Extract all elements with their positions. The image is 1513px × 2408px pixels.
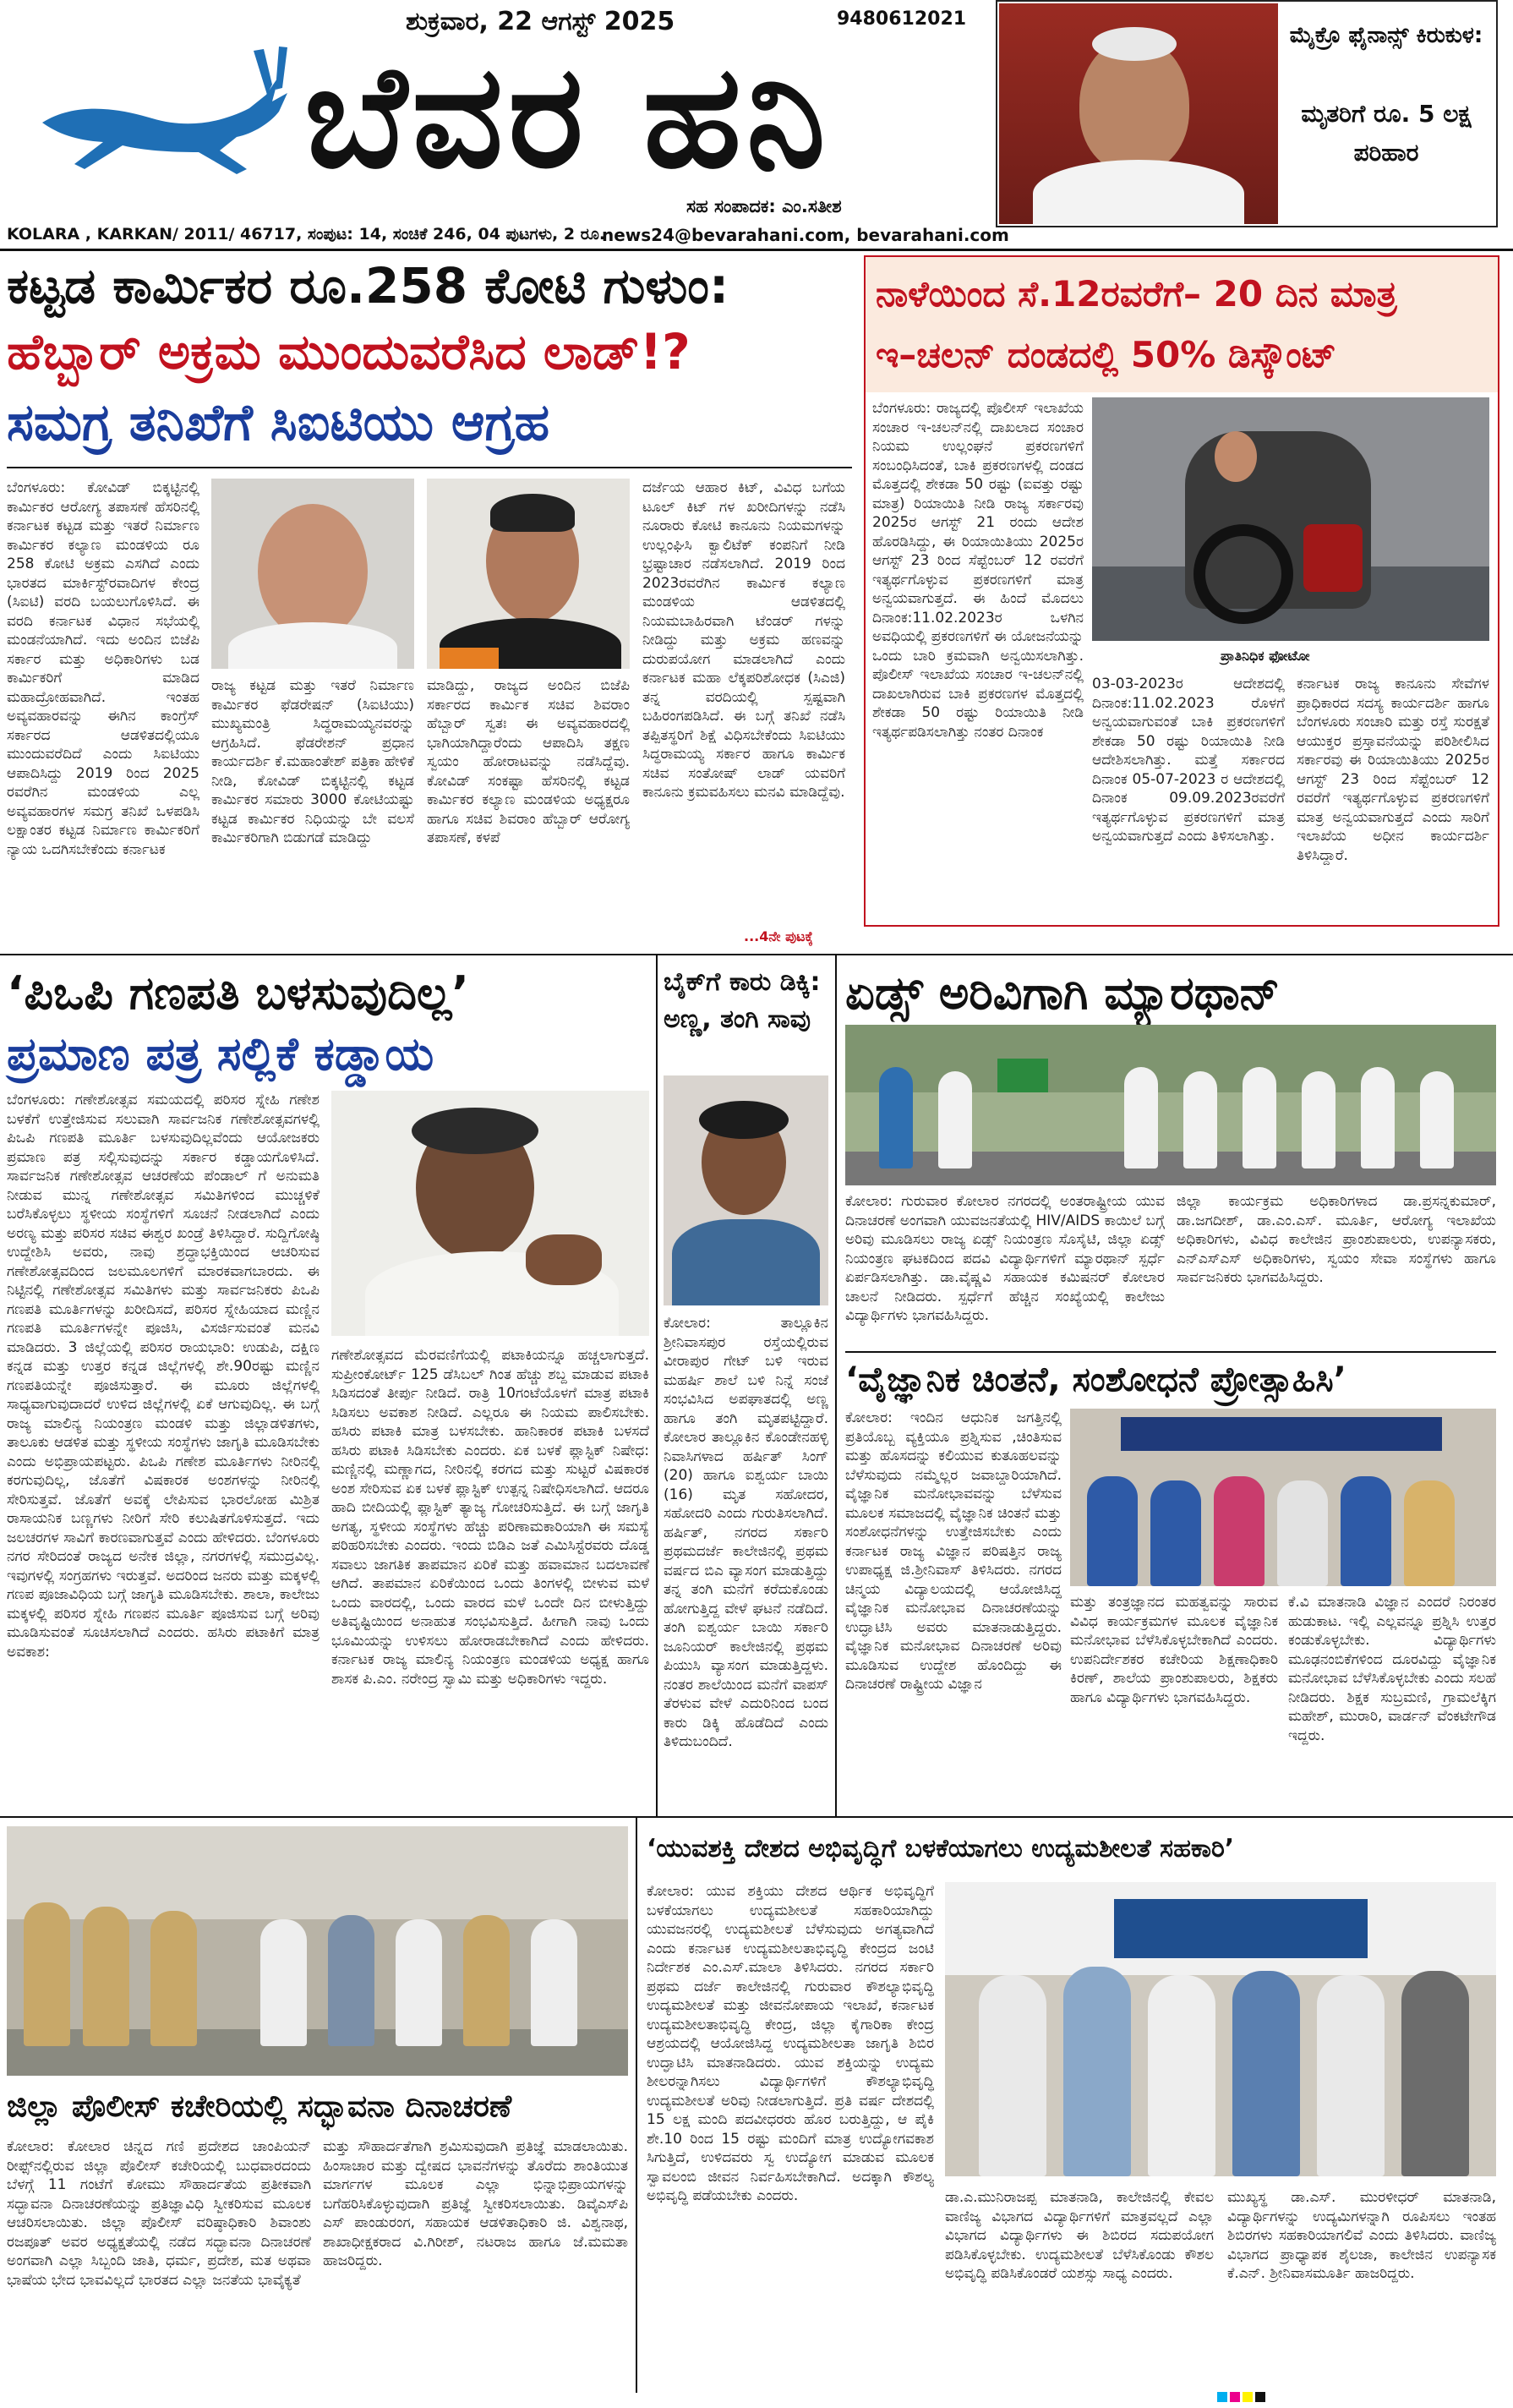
echallan-headline-2: ಇ–ಚಲನ್ ದಂಡದಲ್ಲಿ 50% ಡಿಸ್ಕೌಂಟ್ — [876, 334, 1337, 375]
phone-number: 9480612021 — [837, 8, 967, 30]
aids-headline: ಏಡ್ಸ್ ಅರಿವಿಗಾಗಿ ಮ್ಯಾರಥಾನ್ — [845, 966, 1281, 1020]
youth-column-3: ಮುಖ್ಯಸ್ಥ ಡಾ.ಎಸ್. ಮುರಳೀಧರ್ ಮಾತನಾಡಿ, ವಿದ್ಯಾರ್ಥಿಗಳನ್ನು ಉದ್ಯಮಿಗಳನ್ನಾಗಿ ರೂಪಿಸಲು ಇಂತಹ ಶಿಬಿರಗಳು ಸಹಕಾರಿಯಾಗಲಿವೆ ಎಂದು ತಿಳಿಸಿದರು. ವಾಣಿಜ್ಯ ವಿಭಾಗದ ಪ್ರಾಧ್ಯಾಪಕ ಶೈಲಜಾ, ಕಾಲೇಜಿನ ಉಪನ್ಯಾಸಕ ಕೆ.ಎನ್. ಶ್ರೀನಿವಾಸಮೂರ್ತಿ ಹಾಜರಿದ್ದರು. — [1227, 2189, 1496, 2282]
youth-headline: ‘ಯುವಶಕ್ತಿ ದೇಶದ ಅಭಿವೃದ್ಧಿಗೆ ಬಳಕೆಯಾಗಲು ಉದ್ಯಮಶೀಲತೆ ಸಹಕಾರಿ’ — [647, 1834, 1235, 1863]
pop-column-2: ಗಣೇಶೋತ್ಸವದ ಮೆರವಣಿಗೆಯಲ್ಲಿ ಪಟಾಕಿಯನ್ನೂ ಹಚ್ಚಲಾಗುತ್ತದೆ. ಸುಪ್ರೀಂಕೋರ್ಟ್ 125 ಡೆಸಿಬಲ್ ಗಿಂತ ಹೆಚ್ಚು ಶಬ್ದ ಮಾಡುವ ಪಟಾಕಿ ಸಿಡಿಸದಂತೆ ತೀರ್ಪು ನೀಡಿದೆ. ರಾತ್ರಿ 10ಗಂಟೆಯೊಳಗೆ ಮಾತ್ರ ಪಟಾಕಿ ಸಿಡಿಸಲು ಅವಕಾಶ ನೀಡಿದೆ. ಎಲ್ಲರೂ ಈ ನಿಯಮ ಪಾಲಿಸಬೇಕು. ಹಸಿರು ಪಟಾಕಿ ಮಾತ್ರ ಬಳಸಬೇಕು. ಹಾನಿಕಾರಕ ಪಟಾಕಿ ಬಳಸದೆ ಹಸಿರು ಪಟಾಕಿ ಸಿಡಿಸಬೇಕು ಎಂದರು. ಏಕ ಬಳಕೆ ಪ್ಲಾಸ್ಟಿಕ್ ನಿಷೇಧ: ಮಣ್ಣಿನಲ್ಲಿ ಮಣ್ಣಾಗದ, ನೀರಿನಲ್ಲಿ ಕರಗದ ಮತ್ತು ಸುಟ್ಟರೆ ವಿಷಕಾರಕ ಅಂಶ ಸೇರಿಸುವ ಏಕ ಬಳಕೆ ಪ್ಲಾಸ್ಟಿಕ್ ಉತ್ಪನ್ನ ನಿಷೇಧಿಸಲಾಗಿದೆ. ಆದರೂ ಹಾದಿ ಬೀದಿಯಲ್ಲಿ ಪ್ಲಾಸ್ಟಿಕ್ ತ್ಯಾಜ್ಯ ಗೋಚರಿಸುತ್ತಿದೆ. ಈ ಬಗ್ಗೆ ಜಾಗೃತಿ ಅಗತ್ಯ, ಸ್ಥಳೀಯ ಸಂಸ್ಥೆಗಳು ಹೆಚ್ಚು ಪರಿಣಾಮಕಾರಿಯಾಗಿ ಈ ಸಮಸ್ಯೆ ಪರಿಹರಿಸಬೇಕು ಎಂದರು. ಇಂದು ಬಿಡಿಎ ಜತೆ ಎಮಿಸಿಸ್ಟೆರವರು ದೊಡ್ಡ ಸವಾಲು ಜಾಗತಿಕ ತಾಪಮಾನ ಏರಿಕೆ ಮತ್ತು ಹವಾಮಾನ ಬದಲಾವಣೆ ಆಗಿದೆ. ತಾಪಮಾನ ಏರಿಕೆಯಿಂದ ಒಂದು ತಿಂಗಳಲ್ಲಿ ಬೀಳುವ ಮಳೆ ಒಂದು ವಾರದಲ್ಲಿ, ಒಂದು ವಾರದ ಮಳೆ ಒಂದೇ ದಿನ ಬೀಳುತ್ತಿದ್ದು ಅತಿವೃಷ್ಟಿಯಿಂದ ಅನಾಹುತ ಸಂಭವಿಸುತ್ತಿದೆ. ಹೀಗಾಗಿ ನಾವು ಒಂದು ಭೂಮಿಯನ್ನು ಉಳಿಸಲು ಹೋರಾಡಬೇಕಾಗಿದೆ ಎಂದು ಹೇಳಿದರು. ಕರ್ನಾಟಕ ರಾಜ್ಯ ಮಾಲಿನ್ಯ ನಿಯಂತ್ರಣ ಮಂಡಳಿಯ ಅಧ್ಯಕ್ಷ ಹಾಗೂ ಶಾಸಕ ಪಿ.ಎಂ. ನರೇಂದ್ರ ಸ್ವಾಮಿ ಮತ್ತು ಅಧಿಕಾರಿಗಳು ಇದ್ದರು. — [331, 1347, 649, 1688]
khandre-photo — [331, 1091, 649, 1336]
youth-column-2: ಡಾ.ಎ.ಮುನಿರಾಜಪ್ಪ ಮಾತನಾಡಿ, ಕಾಲೇಜಿನಲ್ಲಿ ಕೇವಲ ವಾಣಿಜ್ಯ ವಿಭಾಗದ ವಿದ್ಯಾರ್ಥಿಗಳಿಗೆ ಮಾತ್ರವಲ್ಲದೆ ಎಲ್ಲಾ ವಿಭಾಗದ ವಿದ್ಯಾರ್ಥಿಗಳು ಈ ಶಿಬಿರದ ಸದುಪಯೋಗ ಪಡಿಸಿಕೊಳ್ಳಬೇಕು. ಉದ್ಯಮಶೀಲತೆ ಬೆಳೆಸಿಕೊಂಡು ಕೌಶಲ ಅಭಿವೃದ್ಧಿ ಪಡಿಸಿಕೊಂಡರೆ ಯಶಸ್ಸು ಸಾಧ್ಯ ಎಂದರು. — [945, 2189, 1214, 2282]
police-photo — [7, 1826, 628, 2076]
cmyk-marks — [1217, 2389, 1268, 2405]
aids-column-1: ಕೋಲಾರ: ಗುರುವಾರ ಕೋಲಾರ ನಗರದಲ್ಲಿ ಅಂತರಾಷ್ಟ್ರೀಯ ಯುವ ದಿನಾಚರಣೆ ಅಂಗವಾಗಿ ಯುವಜನತೆಯಲ್ಲಿ HIV/AIDS ಕಾಯಿಲೆ ಬಗ್ಗೆ ಅರಿವು ಮೂಡಿಸಲು ರಾಜ್ಯ ಏಡ್ಸ್ ನಿಯಂತ್ರಣ ಸೊಸೈಟಿ, ಜಿಲ್ಲಾ ಏಡ್ಸ್ ನಿಯಂತ್ರಣ ಘಟಕದಿಂದ ಪದವಿ ವಿದ್ಯಾರ್ಥಿಗಳಿಗೆ ಮ್ಯಾರಥಾನ್ ಸ್ಪರ್ಧೆ ಏರ್ಪಡಿಸಲಾಗಿತ್ತು. ಡಾ.ವೈಷ್ಣವಿ ಸಹಾಯಕ ಕಮಿಷನರ್ ಕೋಲಾರ ಚಾಲನೆ ನೀಡಿದರು. ಸ್ಪರ್ಧೆಗೆ ಹೆಚ್ಚಿನ ಸಂಖ್ಯೆಯಲ್ಲಿ ಕಾಲೇಜು ವಿದ್ಯಾರ್ಥಿಗಳು ಭಾಗವಹಿಸಿದ್ದರು. — [845, 1193, 1165, 1324]
science-photo — [1070, 1409, 1496, 1586]
science-column-2: ಮತ್ತು ತಂತ್ರಜ್ಞಾನದ ಮಹತ್ವವನ್ನು ಸಾರುವ ವಿವಿಧ ಕಾರ್ಯಕ್ರಮಗಳ ಮೂಲಕ ವೈಜ್ಞಾನಿಕ ಮನೋಭಾವ ಬೆಳೆಸಿಕೊಳ್ಳಬೇಕಾಗಿದೆ ಎಂದರು. ಉಪನಿರ್ದೇಶಕರ ಕಚೇರಿಯ ಶಿಕ್ಷಣಾಧಿಕಾರಿ ಕಿರಣ್, ಶಾಲೆಯ ಪ್ರಾಂಶುಪಾಲರು, ಶಿಕ್ಷಕರು ಹಾಗೂ ವಿದ್ಯಾರ್ಥಿಗಳು ಭಾಗವಹಿಸಿದ್ದರು. — [1070, 1594, 1278, 1706]
registration-line: KOLARA , KARKAN/ 2011/ 46717, ಸಂಪುಟ: 14, ಸಂಚಿಕೆ 246, 04 ಪುಟಗಳು, 2 ರೂ. — [7, 225, 606, 244]
pop-headline-1: ‘ಪಿಒಪಿ ಗಣಪತಿ ಬಳಸುವುದಿಲ್ಲ’ — [7, 966, 469, 1020]
lead-jump: ...4ನೇ ಪುಟಕ್ಕೆ — [744, 928, 813, 944]
echallan-headline-1: ನಾಳೆಯಿಂದ ಸೆ.12ರವರೆಗೆ– 20 ದಿನ ಮಾತ್ರ — [876, 273, 1397, 315]
cm-ad-box — [996, 0, 1498, 227]
cm-photo — [999, 3, 1278, 224]
police-headline: ಜಿಲ್ಲಾ ಪೊಲೀಸ್ ಕಚೇರಿಯಲ್ಲಿ ಸದ್ಭಾವನಾ ದಿನಾಚರಣೆ — [7, 2089, 512, 2124]
ad-title: ಮೈಕ್ರೊ ಫೈನಾನ್ಸ್ ಕಿರುಕುಳ: — [1289, 23, 1483, 48]
ad-body: ಮೃತರಿಗೆ ರೂ. 5 ಲಕ್ಷ ಪರಿಹಾರ — [1301, 100, 1472, 167]
co-editor: ಸಹ ಸಂಪಾದಕ: ಎಂ.ಸತೀಶ — [686, 196, 842, 216]
hebbar-photo — [211, 479, 414, 669]
echallan-column-2: 03-03-2023ರ ಆದೇಶದಲ್ಲಿ ದಿನಾಂಕ:11.02.2023 ರೊಳಗೆ ಅನ್ವಯವಾಗುವಂತೆ ಬಾಕಿ ಪ್ರಕರಣಗಳಿಗೆ ಶೇಕಡಾ 50 ರಷ್ಟು ರಿಯಾಯಿತಿ ನೀಡಿ ಆದೇಶಿಸಲಾಗಿತ್ತು. ಮತ್ತೆ ಸರ್ಕಾರದ ದಿನಾಂಕ 05-07-2023 ರ ಆದೇಶದಲ್ಲಿ ದಿನಾಂಕ 09.09.2023ರವರೆಗೆ ಇತ್ಯರ್ಥಗೊಳ್ಳುವ ಪ್ರಕರಣಗಳಿಗೆ ಮಾತ್ರ ಅನ್ವಯವಾಗುತ್ತದೆ ಎಂದು ತಿಳಿಸಲಾಗಿತ್ತು. — [1092, 676, 1285, 845]
accident-headline: ಬೈಕ್‌ಗೆ ಕಾರು ಡಿಕ್ಕಿ: ಅಣ್ಣ, ತಂಗಿ ಸಾವು — [664, 967, 821, 1034]
traffic-photo — [1092, 397, 1489, 641]
issue-date: ಶುಕ್ರವಾರ, 22 ಆಗಸ್ಟ್ 2025 — [406, 7, 675, 36]
lead-headline-2: ಹೆಬ್ಬಾರ್ ಅಕ್ರಮ ಮುಂದುವರೆಸಿದ ಲಾಡ್!? — [7, 323, 691, 380]
lead-headline-3: ಸಮಗ್ರ ತನಿಖೆಗೆ ಸಿಐಟಿಯು ಆಗ್ರಹ — [7, 393, 550, 452]
lad-photo — [427, 479, 630, 669]
pop-headline-2: ಪ್ರಮಾಣ ಪತ್ರ ಸಲ್ಲಿಕೆ ಕಡ್ಡಾಯ — [7, 1027, 434, 1081]
lead-column-2: ರಾಜ್ಯ ಕಟ್ಟಡ ಮತ್ತು ಇತರೆ ನಿರ್ಮಾಣ ಕಾರ್ಮಿಕರ ಫೆಡರೇಷನ್ (ಸಿಐಟಿಯು) ಮುಖ್ಯಮಂತ್ರಿ ಸಿದ್ಧರಾಮಯ್ಯನವರನ್ನು ಆಗ್ರಹಿಸಿದೆ. ಫೆಡರೇಶನ್ ಪ್ರಧಾನ ಕಾರ್ಯದರ್ಶಿ ಕೆ.ಮಹಾಂತೇಶ್ ಪತ್ರಿಕಾ ಹೇಳಿಕೆ ನೀಡಿ, ಕೋವಿಡ್ ಬಿಕ್ಕಟ್ಟಿನಲ್ಲಿ ಕಟ್ಟಡ ಕಾರ್ಮಿಕರ ಸಮಾರು 3000 ಕೋಟಿಯಷ್ಟು ಕಟ್ಟಡ ಕಾರ್ಮಿಕರ ನಿಧಿಯನ್ನು ಬೇ ವಲಸೆ ಕಾರ್ಮಿಕರಿಗಾಗಿ ಬಿಡುಗಡೆ ಮಾಡಿದ್ದು — [211, 677, 414, 846]
victim-photo — [664, 1075, 828, 1305]
marathon-photo — [845, 1025, 1496, 1185]
pop-column-1: ಬೆಂಗಳೂರು: ಗಣೇಶೋತ್ಸವ ಸಮಯದಲ್ಲಿ ಪರಿಸರ ಸ್ನೇಹಿ ಗಣೇಶ ಬಳಕೆಗೆ ಉತ್ತೇಜಿಸುವ ಸಲುವಾಗಿ ಸಾರ್ವಜನಿಕ ಗಣೇಶೋತ್ಸವಗಳಲ್ಲಿ ಪಿಒಪಿ ಗಣಪತಿ ಮೂರ್ತಿ ಬಳಸುವುದಿಲ್ಲವೆಂದು ಆಯೋಜಕರು ಪ್ರಮಾಣ ಪತ್ರ ಸಲ್ಲಿಸುವುದನ್ನು ಸರ್ಕಾರ ಕಡ್ಡಾಯಗೊಳಿಸಿದೆ. ಸಾರ್ವಜನಿಕ ಗಣೇಶೋತ್ಸವ ಆಚರಣೆಯ ಪೆಂಡಾಲ್ ಗೆ ಅನುಮತಿ ನೀಡುವ ಮುನ್ನ ಗಣೇಶೋತ್ಸವ ಸಮಿತಿಗಳಿಂದ ಮುಚ್ಚಳಿಕೆ ಬರೆಸಿಕೊಳ್ಳಲು ಸ್ಥಳೀಯ ಸಂಸ್ಥೆಗಳಿಗೆ ಸೂಚನೆ ನೀಡಲಾಗಿದೆ ಎಂದು ಅರಣ್ಯ ಮತ್ತು ಪರಿಸರ ಸಚಿವ ಈಶ್ವರ ಖಂಡ್ರೆ ತಿಳಿಸಿದ್ದಾರೆ. ಸುದ್ದಿಗೋಷ್ಠಿ ಉದ್ದೇಶಿಸಿ ಅವರು, ನಾವು ಶ್ರದ್ಧಾಭಕ್ತಿಯಿಂದ ಆಚರಿಸುವ ಗಣೇಶೋತ್ಸವದಿಂದ ಜಲಮೂಲಗಳಿಗೆ ಮಾರಕವಾಗಬಾರದು. ಈ ನಿಟ್ಟಿನಲ್ಲಿ ಗಣೇಶೋತ್ಸವ ಸಮಿತಿಗಳು ಮತ್ತು ಸಾರ್ವಜನಿಕರು ಪಿಒಪಿ ಗಣಪತಿ ಮೂರ್ತಿಗಳನ್ನು ಖರೀದಿಸದೆ, ಪರಿಸರ ಸ್ನೇಹಿಯಾದ ಮಣ್ಣಿನ ಗಣಪತಿ ಮೂರ್ತಿಗಳನ್ನೇ ಪೂಜಿಸಿ, ವಿಸರ್ಜಿಸುವಂತೆ ಮನವಿ ಮಾಡಿದರು. 3 ಜಿಲ್ಲೆಯಲ್ಲಿ ಪರಿಸರ ರಾಯಭಾರಿ: ಉಡುಪಿ, ದಕ್ಷಿಣ ಕನ್ನಡ ಮತ್ತು ಉತ್ತರ ಕನ್ನಡ ಜಿಲ್ಲೆಗಳಲ್ಲಿ ಶೇ.90ರಷ್ಟು ಮಣ್ಣಿನ ಗಣಪತಿಯನ್ನೇ ಪೂಜಿಸುತ್ತಾರೆ. ಈ ಮೂರು ಜಿಲ್ಲೆಗಳಲ್ಲಿ ಸಾಧ್ಯವಾಗುವುದಾದರೆ ಉಳಿದ ಜಿಲ್ಲೆಗಳಲ್ಲಿ ಏಕೆ ಆಗುವುದಿಲ್ಲ. ಈ ಬಗ್ಗೆ ರಾಜ್ಯ ಮಾಲಿನ್ಯ ನಿಯಂತ್ರಣ ಮಂಡಳಿ ಮತ್ತು ಜಿಲ್ಲಾಡಳಿತಗಳು, ತಾಲೂಕು ಆಡಳಿತ ಮತ್ತು ಸ್ಥಳೀಯ ಸಂಸ್ಥೆಗಳು ಜಾಗೃತಿ ಮೂಡಿಸಬೇಕು ಎಂದು ಅಭಿಪ್ರಾಯಪಟ್ಟರು. ಪಿಒಪಿ ಗಣೇಶ ಮೂರ್ತಿಗಳು ನೀರಿನಲ್ಲಿ ಕರಗುವುದಿಲ್ಲ, ಜೊತೆಗೆ ವಿಷಕಾರಕ ಅಂಶಗಳನ್ನು ನೀರಿನಲ್ಲಿ ಸೇರಿಸುತ್ತವೆ. ಜೊತೆಗೆ ಅವಕ್ಕೆ ಲೇಪಿಸುವ ಭಾರಲೋಹ ಮಿಶ್ರಿತ ರಾಸಾಯನಿಕ ಬಣ್ಣಗಳು ನೀರಿಗೆ ಸೇರಿ ಕಲುಷಿತಗೊಳಿಸುತ್ತದೆ. ಇದು ಜಲಚರಗಳ ಸಾವಿಗೆ ಕಾರಣವಾಗುತ್ತವೆ ಎಂದು ಹೇಳಿದರು. ಬೆಂಗಳೂರು ನಗರ ಸೇರಿದಂತೆ ರಾಜ್ಯದ ಅನೇಕ ಜಿಲ್ಲಾ, ನಗರಗಳಲ್ಲಿ ಸಮುದ್ರವಿಲ್ಲ. ಇವುಗಳಲ್ಲಿ ಸಂಗ್ರಹಗಳು ಇರುತ್ತವೆ. ಅದರಿಂದ ಜನರು ಮತ್ತು ಮಕ್ಕಳಲ್ಲಿ ಗಣಪ ಪೂಜಾವಿಧಿಯ ಬಗ್ಗೆ ಜಾಗೃತಿ ಮೂಡಿಸಬೇಕು. ಶಾಲಾ, ಕಾಲೇಜು ಮಕ್ಕಳಲ್ಲಿ ಪರಿಸರ ಸ್ನೇಹಿ ಗಣಪನ ಮೂರ್ತಿ ಪೂಜಿಸುವ ಬಗ್ಗೆ ಅರಿವು ಮೂಡಿಸುವಂತೆ ಸೂಚಿಸಲಾಗಿದೆ ಎಂದರು. ಹಸಿರು ಪಟಾಕಿಗೆ ಮಾತ್ರ ಅವಕಾಶ: — [7, 1092, 320, 1661]
youth-column-1: ಕೋಲಾರ: ಯುವ ಶಕ್ತಿಯು ದೇಶದ ಆರ್ಥಿಕ ಅಭಿವೃದ್ಧಿಗೆ ಬಳಕೆಯಾಗಲು ಉದ್ಯಮಶೀಲತೆ ಸಹಕಾರಿಯಾಗಿದ್ದು ಯುವಜನರಲ್ಲಿ ಉದ್ಯಮಶೀಲತೆ ಬೆಳೆಸುವುದು ಅಗತ್ಯವಾಗಿದೆ ಎಂದು ಕರ್ನಾಟಕ ಉದ್ಯಮಶೀಲತಾಭಿವೃದ್ಧಿ ಕೇಂದ್ರದ ಜಂಟಿ ನಿರ್ದೇಶಕ ಎಂ.ಎಸ್.ಮಾಲಾ ತಿಳಿಸಿದರು. ನಗರದ ಸರ್ಕಾರಿ ಪ್ರಥಮ ದರ್ಜೆ ಕಾಲೇಜಿನಲ್ಲಿ ಗುರುವಾರ ಕೌಶಲ್ಯಾಭಿವೃದ್ಧಿ ಉದ್ಯಮಶೀಲತೆ ಮತ್ತು ಜೀವನೋಪಾಯ ಇಲಾಖೆ, ಕರ್ನಾಟಕ ಉದ್ಯಮಶೀಲತಾಭಿವೃದ್ಧಿ ಕೇಂದ್ರ, ಜಿಲ್ಲಾ ಕೈಗಾರಿಕಾ ಕೇಂದ್ರ ಆಶ್ರಯದಲ್ಲಿ ಆಯೋಜಿಸಿದ್ದ ಉದ್ಯಮಶೀಲತಾ ಜಾಗೃತಿ ಶಿಬಿರ ಉದ್ಘಾಟಿಸಿ ಮಾತನಾಡಿದರು. ಯುವ ಶಕ್ತಿಯನ್ನು ಉದ್ಯಮ ಶೀಲರನ್ನಾಗಿಸಲು ವಿದ್ಯಾರ್ಥಿಗಳಿಗೆ ಕೌಶಲ್ಯಾಭಿವೃದ್ಧಿ ಉದ್ಯಮಶೀಲತೆ ಅರಿವು ನೀಡಲಾಗುತ್ತಿದೆ. ಪ್ರತಿ ವರ್ಷ ದೇಶದಲ್ಲಿ 15 ಲಕ್ಷ ಮಂದಿ ಪದವೀಧರರು ಹೊರ ಬರುತ್ತಿದ್ದು, ಆ ಪೈಕಿ ಶೇ.10 ರಿಂದ 15 ರಷ್ಟು ಮಂದಿಗೆ ಮಾತ್ರ ಉದ್ಯೋಗವಕಾಶ ಸಿಗುತ್ತಿದೆ, ಉಳಿದವರು ಸ್ವ ಉದ್ಯೋಗ ಮಾಡುವ ಮೂಲಕ ಸ್ವಾವಲಂಬಿ ಜೀವನ ನಿರ್ವಹಿಸಬೇಕಾಗಿದೆ. ಅದಕ್ಕಾಗಿ ಕೌಶಲ್ಯ ಅಭಿವೃದ್ಧಿ ಪಡೆಯಬೇಕು ಎಂದರು. — [647, 1883, 934, 2204]
accident-body: ಕೋಲಾರ: ತಾಲ್ಲೂಕಿನ ಶ್ರೀನಿವಾಸಪುರ ರಸ್ತೆಯಲ್ಲಿರುವ ವೀರಾಪುರ ಗೇಟ್ ಬಳಿ ಇರುವ ಮಹರ್ಷಿ ಶಾಲೆ ಬಳಿ ನಿನ್ನೆ ಸಂಜೆ ಸಂಭವಿಸಿದ ಅಪಘಾತದಲ್ಲಿ ಅಣ್ಣ ಹಾಗೂ ತಂಗಿ ಮೃತಪಟ್ಟಿದ್ದಾರೆ. ಕೋಲಾರ ತಾಲ್ಲೂಕಿನ ಕೊಂಡೇನಹಳ್ಳಿ ನಿವಾಸಿಗಳಾದ ಹರ್ಷಿತ್ ಸಿಂಗ್ (20) ಹಾಗೂ ಐಶ್ವರ್ಯ ಬಾಯಿ (16) ಮೃತ ಸಹೋದರ, ಸಹೋದರಿ ಎಂದು ಗುರುತಿಸಲಾಗಿದೆ. ಹರ್ಷಿತ್, ನಗರದ ಸರ್ಕಾರಿ ಪ್ರಥಮದರ್ಜೆ ಕಾಲೇಜಿನಲ್ಲಿ ಪ್ರಥಮ ವರ್ಷದ ಬಿಎ ವ್ಯಾಸಂಗ ಮಾಡುತ್ತಿದ್ದು ತನ್ನ ತಂಗಿ ಮನೆಗೆ ಕರೆದುಕೊಂಡು ಹೋಗುತ್ತಿದ್ದ ವೇಳೆ ಘಟನೆ ನಡೆದಿದೆ. ತಂಗಿ ಐಶ್ವರ್ಯ ಬಾಯಿ ಸರ್ಕಾರಿ ಜೂನಿಯರ್ ಕಾಲೇಜಿನಲ್ಲಿ ಪ್ರಥಮ ಪಿಯುಸಿ ವ್ಯಾಸಂಗ ಮಾಡುತ್ತಿದ್ದಳು. ನಂತರ ಶಾಲೆಯಿಂದ ಮನೆಗೆ ವಾಪಸ್ ತೆರಳುವ ವೇಳೆ ಎದುರಿನಿಂದ ಬಂದ ಕಾರು ಡಿಕ್ಕಿ ಹೊಡೆದಿದೆ ಎಂದು ತಿಳಿದುಬಂದಿದೆ. — [664, 1315, 828, 1750]
science-column-3: ಕೆ.ವಿ ಮಾತನಾಡಿ ವಿಜ್ಞಾನ ಎಂದರೆ ನಿರಂತರ ಹುಡುಕಾಟ. ಇಲ್ಲಿ ಎಲ್ಲವನ್ನೂ ಪ್ರಶ್ನಿಸಿ ಉತ್ತರ ಕಂಡುಕೊಳ್ಳಬೇಕು. ವಿದ್ಯಾರ್ಥಿಗಳು ಮೂಢನಂಬಿಕೆಗಳಿಂದ ದೂರವಿದ್ದು ವೈಜ್ಞಾನಿಕ ಮನೋಭಾವ ಬೆಳೆಸಿಕೊಳ್ಳಬೇಕು ಎಂದು ಸಲಹೆ ನೀಡಿದರು. ಶಿಕ್ಷಕ ಸುಬ್ರಮಣಿ, ಗ್ರಾಮಲೆಕ್ಕಿಗ ಮಹೇಶ್, ಮುರಾರಿ, ವಾರ್ಡನ್ ವೆಂಕಟೇಗೌಡ ಇದ್ದರು. — [1288, 1594, 1496, 1744]
echallan-column-3: ಕರ್ನಾಟಕ ರಾಜ್ಯ ಕಾನೂನು ಸೇವೆಗಳ ಪ್ರಾಧಿಕಾರದ ಸದಸ್ಯ ಕಾರ್ಯದರ್ಶಿ ಹಾಗೂ ಬೆಂಗಳೂರು ಸಂಚಾರಿ ಮತ್ತು ರಸ್ತೆ ಸುರಕ್ಷತೆ ಆಯುಕ್ತರ ಪ್ರಸ್ತಾವನೆಯನ್ನು ಪರಿಶೀಲಿಸಿದ ಸರ್ಕಾರವು ಈ ರಿಯಾಯಿತಿಯು 2025ರ ಆಗಸ್ಟ್ 23 ರಿಂದ ಸೆಪ್ಟೆಂಬರ್ 12 ರವರೆಗೆ ಇತ್ಯರ್ಥಗೊಳ್ಳುವ ಪ್ರಕರಣಗಳಿಗೆ ಮಾತ್ರ ಅನ್ವಯವಾಗುತ್ತದೆ ಎಂದು ಸಾರಿಗೆ ಇಲಾಖೆಯ ಅಧೀನ ಕಾರ್ಯದರ್ಶಿ ತಿಳಿಸಿದ್ದಾರೆ. — [1297, 676, 1489, 864]
echallan-column-1: ಬೆಂಗಳೂರು: ರಾಜ್ಯದಲ್ಲಿ ಪೊಲೀಸ್ ಇಲಾಖೆಯ ಸಂಚಾರ ಇ-ಚಲನ್‌ನಲ್ಲಿ ದಾಖಲಾದ ಸಂಚಾರ ನಿಯಮ ಉಲ್ಲಂಘನೆ ಪ್ರಕರಣಗಳಿಗೆ ಸಂಬಂಧಿಸಿದಂತೆ, ಬಾಕಿ ಪ್ರಕರಣಗಳಲ್ಲಿ ದಂಡದ ಮೊತ್ತದಲ್ಲಿ ಶೇಕಡಾ 50 ರಷ್ಟು (ಐವತ್ತು ರಷ್ಟು ಮಾತ್ರ) ರಿಯಾಯಿತಿ ನೀಡಿ ರಾಜ್ಯ ಸರ್ಕಾರವು 2025ರ ಆಗಸ್ಟ್ 21 ರಂದು ಆದೇಶ ಹೊರಡಿಸಿದ್ದು, ಈ ರಿಯಾಯಿತಿಯು 2025ರ ಆಗಸ್ಟ್ 23 ರಿಂದ ಸೆಪ್ಟೆಂಬರ್ 12 ರವರೆಗೆ ಇತ್ಯರ್ಥಗೊಳ್ಳುವ ಪ್ರಕರಣಗಳಿಗೆ ಮಾತ್ರ ಅನ್ವಯವಾಗುತ್ತದೆ. ಈ ಹಿಂದೆ ಮೊದಲು ದಿನಾಂಕ:11.02.2023ರ ಒಳಗಿನ ಅವಧಿಯಲ್ಲಿ ಪ್ರಕರಣಗಳಿಗೆ ಈ ಯೋಜನೆಯನ್ನು ಒಂದು ಬಾರಿ ಕ್ರಮವಾಗಿ ಅನ್ವಯಿಸಲಾಗಿತ್ತು. ಪೊಲೀಸ್ ಇಲಾಖೆಯ ಸಂಚಾರ ಇ-ಚಲನ್‌ನಲ್ಲಿ ದಾಖಲಾಗಿರುವ ಬಾಕಿ ಪ್ರಕರಣಗಳ ಮೊತ್ತದಲ್ಲಿ ಶೇಕಡಾ 50 ರಷ್ಟು ರಿಯಾಯಿತಿ ನೀಡಿ ಇತ್ಯರ್ಥಪಡಿಸಲಾಗಿತ್ತು ನಂತರ ದಿನಾಂಕ — [872, 400, 1084, 741]
science-headline: ‘ವೈಜ್ಞಾನಿಕ ಚಿಂತನೆ, ಸಂಶೋಧನೆ ಪ್ರೋತ್ಸಾಹಿಸಿ’ — [845, 1360, 1346, 1399]
police-column-2: ಮತ್ತು ಸೌಹಾರ್ದತೆಗಾಗಿ ಶ್ರಮಿಸುವುದಾಗಿ ಪ್ರತಿಜ್ಞೆ ಮಾಡಲಾಯಿತು. ಹಿಂಸಾಚಾರ ಮತ್ತು ದ್ವೇಷದ ಭಾವನೆಗಳನ್ನು ತೊರೆದು ಶಾಂತಿಯುತ ಮಾರ್ಗಗಳ ಮೂಲಕ ಎಲ್ಲಾ ಭಿನ್ನಾಭಿಪ್ರಾಯಗಳನ್ನು ಬಗೆಹರಿಸಿಕೊಳ್ಳುವುದಾಗಿ ಪ್ರತಿಜ್ಞೆ ಸ್ವೀಕರಿಸಲಾಯಿತು. ಡಿವೈಎಸ್‌ಪಿ ಎಸ್ ಪಾಂಡುರಂಗ, ಸಹಾಯಕ ಆಡಳಿತಾಧಿಕಾರಿ ಜಿ. ವಿಶ್ವನಾಥ, ಶಾಖಾಧೀಕ್ಷಕರಾದ ವಿ.ಗಿರೀಶ್, ನಟರಾಜ ಹಾಗೂ ಜೆ.ಮಮತಾ ಹಾಜರಿದ್ದರು. — [323, 2138, 628, 2269]
lead-headline-1: ಕಟ್ಟಡ ಕಾರ್ಮಿಕರ ರೂ.258 ಕೋಟಿ ಗುಳುಂ: — [7, 257, 729, 315]
youth-event-photo — [945, 1882, 1496, 2176]
deer-logo-icon — [25, 42, 304, 186]
science-column-1: ಕೋಲಾರ: ಇಂದಿನ ಆಧುನಿಕ ಜಗತ್ತಿನಲ್ಲಿ ಪ್ರತಿಯೊಬ್ಬ ವ್ಯಕ್ತಿಯೂ ಪ್ರಶ್ನಿಸುವ ,ಚಿಂತಿಸುವ ಮತ್ತು ಹೊಸದನ್ನು ಕಲಿಯುವ ಕುತೂಹಲವನ್ನು ಬೆಳೆಸುವುದು ನಮ್ಮೆಲ್ಲರ ಜವಾಬ್ದಾರಿಯಾಗಿದೆ. ವೈಜ್ಞಾನಿಕ ಮನೋಭಾವವನ್ನು ಬೆಳೆಸುವ ಮೂಲಕ ಸಮಾಜದಲ್ಲಿ ವೈಜ್ಞಾನಿಕ ಚಿಂತನೆ ಮತ್ತು ಸಂಶೋಧನೆಗಳನ್ನು ಉತ್ತೇಜಿಸಬೇಕು ಎಂದು ಕರ್ನಾಟಕ ರಾಜ್ಯ ವಿಜ್ಞಾನ ಪರಿಷತ್ತಿನ ರಾಜ್ಯ ಉಪಾಧ್ಯಕ್ಷ ಜಿ.ಶ್ರೀನಿವಾಸ್ ತಿಳಿಸಿದರು. ನಗರದ ಚಿನ್ಮಯ ವಿದ್ಯಾಲಯದಲ್ಲಿ ಆಯೋಜಿಸಿದ್ದ ವೈಜ್ಞಾನಿಕ ಮನೋಭಾವ ದಿನಾಚರಣೆಯನ್ನು ಉದ್ಘಾಟಿಸಿ ಅವರು ಮಾತನಾಡುತ್ತಿದ್ದರು. ವೈಜ್ಞಾನಿಕ ಮನೋಭಾವ ದಿನಾಚರಣೆ ಅರಿವು ಮೂಡಿಸುವ ಉದ್ದೇಶ ಹೊಂದಿದ್ದು ಈ ದಿನಾಚರಣೆ ರಾಷ್ಟ್ರೀಯ ವಿಜ್ಞಾನ — [845, 1409, 1062, 1693]
echallan-box — [864, 255, 1499, 927]
lead-column-1: ಬೆಂಗಳೂರು: ಕೋವಿಡ್ ಬಿಕ್ಕಟ್ಟಿನಲ್ಲಿ ಕಾರ್ಮಿಕರ ಆರೋಗ್ಯ ತಪಾಸಣೆ ಹೆಸರಿನಲ್ಲಿ ಕರ್ನಾಟಕ ಕಟ್ಟಡ ಮತ್ತು ಇತರೆ ನಿರ್ಮಾಣ ಕಾರ್ಮಿಕರ ಕಲ್ಯಾಣ ಮಂಡಳಿಯ ರೂ 258 ಕೋಟಿ ಅಕ್ರಮ ಎಸಗಿದೆ ಎಂದು ಭಾರತದ ಮಾರ್ಕಿಸ್ಟ್‌ರವಾದಿಗಳ ಕೇಂದ್ರ (ಸಿಐಟಿ) ವರದಿ ಬಯಲುಗೊಳಿಸಿದೆ. ಈ ವರದಿ ಕರ್ನಾಟಕ ವಿಧಾನ ಸಭೆಯಲ್ಲಿ ಮಂಡನೆಯಾಗಿದೆ. ಇದು ಅಂದಿನ ಬಿಜೆಪಿ ಸರ್ಕಾರ ಮತ್ತು ಅಧಿಕಾರಿಗಳು ಬಡ ಕಾರ್ಮಿಕರಿಗೆ ಮಾಡಿದ ಮಹಾದ್ರೋಹವಾಗಿದೆ. ಇಂತಹ ಅವ್ಯವಹಾರವನ್ನು ಈಗಿನ ಕಾಂಗ್ರೆಸ್ ಸರ್ಕಾರದ ಆಡಳಿತದಲ್ಲಿಯೂ ಮುಂದುವರೆದಿದೆ ಎಂದು ಸಿಐಟಿಯು ಆಪಾದಿಸಿದ್ದು 2019 ರಿಂದ 2025 ರವರೆಗಿನ ಮಂಡಳಿಯ ಎಲ್ಲ ಅವ್ಯವಹಾರಗಳ ಸಮಗ್ರ ತನಿಖೆ ಒಳಪಡಿಸಿ ಲಕ್ಷಾಂತರ ಕಟ್ಟಡ ನಿರ್ಮಾಣ ಕಾರ್ಮಿಕರಿಗೆ ನ್ಯಾಯ ಒದಗಿಸಬೇಕೆಂದು ಕರ್ನಾಟಕ — [7, 479, 199, 858]
aids-column-2: ಜಿಲ್ಲಾ ಕಾರ್ಯಕ್ರಮ ಅಧಿಕಾರಿಗಳಾದ ಡಾ.ಪ್ರಸನ್ನಕುಮಾರ್, ಡಾ.ಜಗದೀಶ್, ಡಾ.ಎಂ.ಎಸ್. ಮೂರ್ತಿ, ಆರೋಗ್ಯ ಇಲಾಖೆಯ ಅಧಿಕಾರಿಗಳು, ವಿವಿಧ ಕಾಲೇಜಿನ ಪ್ರಾಂಶುಪಾಲರು, ಉಪನ್ಯಾಸಕರು, ಎನ್‌ಎಸ್‌ಎಸ್ ಅಧಿಕಾರಿಗಳು, ಸ್ವಯಂ ಸೇವಾ ಸಂಸ್ಥೆಗಳು ಹಾಗೂ ಸಾರ್ವಜನಿಕರು ಭಾಗವಹಿಸಿದ್ದರು. — [1177, 1193, 1496, 1286]
newspaper-title: ಬೆವರ ಹನಿ — [304, 34, 831, 200]
lead-column-4: ದರ್ಜೆಯ ಆಹಾರ ಕಿಟ್, ವಿವಿಧ ಬಗೆಯ ಟೂಲ್ ಕಿಟ್ ಗಳ ಖರೀದಿಗಳನ್ನು ನಡೆಸಿ ನೂರಾರು ಕೋಟಿ ಕಾನೂನು ನಿಯಮಗಳನ್ನು ಉಲ್ಲಂಘಿಸಿ ಕ್ವಾಲಿಟೆಕ್ ಕಂಪನಿಗೆ ನೀಡಿ ಭ್ರಷ್ಟಾಚಾರ ನಡೆಸಲಾಗಿದೆ. 2019 ರಿಂದ 2023ರವರೆಗಿನ ಕಾರ್ಮಿಕ ಕಲ್ಯಾಣ ಮಂಡಳಿಯ ಆಡಳಿತದಲ್ಲಿ ನಿಯಮಬಾಹಿರವಾಗಿ ಟೆಂಡರ್ ಗಳನ್ನು ನೀಡಿದ್ದು ಮತ್ತು ಅಕ್ರಮ ಹಣವನ್ನು ದುರುಪಯೋಗ ಮಾಡಲಾಗಿದೆ ಎಂದು ಕರ್ನಾಟಕ ಮಹಾ ಲೆಕ್ಕಪರಿಶೋಧಕ (ಸಿಎಜಿ) ತನ್ನ ವರದಿಯಲ್ಲಿ ಸ್ಪಷ್ಟವಾಗಿ ಬಹಿರಂಗಪಡಿಸಿದೆ. ಈ ಬಗ್ಗೆ ತನಿಖೆ ನಡೆಸಿ ತಪ್ಪಿತಸ್ಥರಿಗೆ ಶಿಕ್ಷೆ ವಿಧಿಸಬೇಕೆಂದು ಸಿಐಟಿಯು ಸಿದ್ಧರಾಮಯ್ಯ ಸರ್ಕಾರ ಹಾಗೂ ಕಾರ್ಮಿಕ ಸಚಿವ ಸಂತೋಷ್ ಲಾಡ್ ಯವರಿಗೆ ಕಾನೂನು ಕ್ರಮವಹಿಸಲು ಮನವಿ ಮಾಡಿದ್ದೆವು. — [642, 479, 845, 801]
traffic-photo-caption: ಪ್ರಾತಿನಿಧಿಕ ಫೋಟೋ — [1221, 648, 1310, 664]
masthead — [0, 0, 1513, 254]
website: news24@bevarahani.com, bevarahani.com — [602, 225, 1009, 245]
lead-column-3: ಮಾಡಿದ್ದು, ರಾಜ್ಯದ ಅಂದಿನ ಬಿಜೆಪಿ ಸರ್ಕಾರದ ಕಾರ್ಮಿಕ ಸಚಿವ ಶಿವರಾಂ ಹೆಬ್ಬಾರ್ ಸ್ವತಃ ಈ ಅವ್ಯವಹಾರದಲ್ಲಿ ಭಾಗಿಯಾಗಿದ್ದಾರೆಂದು ಆಪಾದಿಸಿ ತಕ್ಷಣ ಸ್ವಯಂ ಹೋರಾಟವನ್ನು ನಡೆಸಿದ್ದೆವು. ಕೋವಿಡ್ ಸಂಕಷ್ಟಾ ಹೆಸರಿನಲ್ಲಿ ಕಟ್ಟಡ ಕಾರ್ಮಿಕರ ಕಲ್ಯಾಣ ಮಂಡಳಿಯ ಅಧ್ಯಕ್ಷರೂ ಹಾಗೂ ಸಚಿವ ಶಿವರಾಂ ಹೆಬ್ಬಾರ್ ಆರೋಗ್ಯ ತಪಾಸಣೆ, ಕಳಪೆ — [427, 677, 630, 846]
police-column-1: ಕೋಲಾರ: ಕೋಲಾರ ಚಿನ್ನದ ಗಣಿ ಪ್ರದೇಶದ ಚಾಂಪಿಯನ್ ರೀಫ್ಸ್‌ನಲ್ಲಿರುವ ಜಿಲ್ಲಾ ಪೊಲೀಸ್ ಕಚೇರಿಯಲ್ಲಿ ಬುಧವಾರದಂದು ಬೆಳಗ್ಗೆ 11 ಗಂಟೆಗೆ ಕೋಮು ಸೌಹಾರ್ದತೆಯ ಪ್ರತೀಕವಾಗಿ ಸದ್ಭಾವನಾ ದಿನಾಚರಣೆಯನ್ನು ಪ್ರತಿಜ್ಞಾವಿಧಿ ಸ್ವೀಕರಿಸುವ ಮೂಲಕ ಆಚರಿಸಲಾಯಿತು. ಜಿಲ್ಲಾ ಪೊಲೀಸ್ ವರಿಷ್ಠಾಧಿಕಾರಿ ಶಿವಾಂಶು ರಜಪೂತ್ ಅವರ ಅಧ್ಯಕ್ಷತೆಯಲ್ಲಿ ನಡೆದ ಸದ್ಭಾವನಾ ದಿನಾಚರಣೆ ಅಂಗವಾಗಿ ಎಲ್ಲಾ ಸಿಬ್ಬಂದಿ ಜಾತಿ, ಧರ್ಮ, ಪ್ರದೇಶ, ಮತ ಅಥವಾ ಭಾಷೆಯ ಭೇದ ಭಾವವಿಲ್ಲದೆ ಭಾರತದ ಎಲ್ಲಾ ಜನತೆಯ ಭಾವೈಕ್ಯತೆ — [7, 2138, 311, 2289]
